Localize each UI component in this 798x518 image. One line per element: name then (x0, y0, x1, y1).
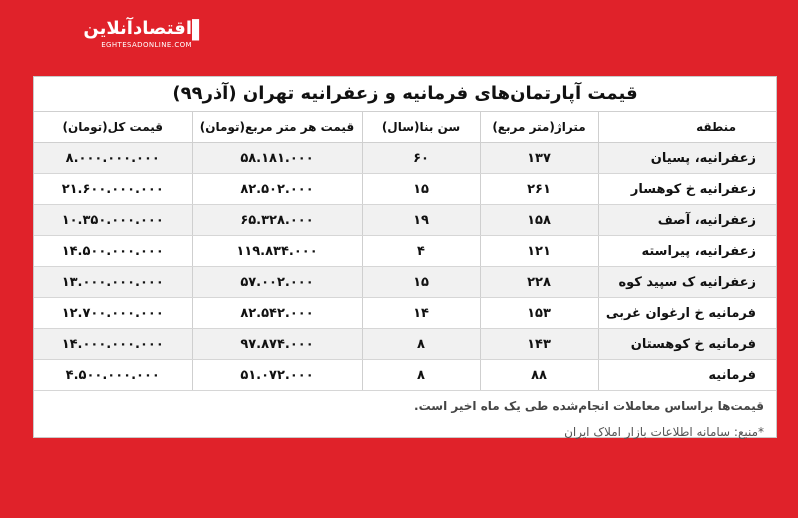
cell-area: ۱۲۱ (480, 236, 598, 267)
cell-age: ۸ (362, 329, 480, 360)
cell-region: زعفرانیه، پیراسته (598, 236, 776, 267)
header-area: متراژ(متر مربع) (480, 112, 598, 143)
cell-region: زعفرانیه ک سپید کوه (598, 267, 776, 298)
table-note: قیمت‌ها براساس معاملات انجام‌شده طی یک ماه اخیر است. (414, 399, 764, 413)
cell-total-price: ۱۰.۳۵۰.۰۰۰.۰۰۰ (34, 205, 192, 236)
table-row (34, 298, 776, 329)
table-row (34, 205, 776, 236)
cell-total-price: ۸.۰۰۰.۰۰۰.۰۰۰ (34, 143, 192, 174)
table-row (34, 267, 776, 298)
cell-region: فرمانیه خ کوهستان (598, 329, 776, 360)
cell-age: ۱۴ (362, 298, 480, 329)
table-title: قیمت آپارتمان‌های فرمانیه و زعفرانیه تهران (آذر۹۹) (34, 77, 776, 112)
header-total-price: قیمت کل(تومان) (34, 112, 192, 143)
table-row (34, 143, 776, 174)
cell-area: ۲۶۱ (480, 174, 598, 205)
cell-region: زعفرانیه، پسیان (598, 143, 776, 174)
cell-age: ۸ (362, 360, 480, 391)
cell-age: ۴ (362, 236, 480, 267)
cell-area: ۱۳۷ (480, 143, 598, 174)
cell-age: ۱۵ (362, 174, 480, 205)
logo (72, 18, 206, 58)
cell-region: فرمانیه خ ارغوان غربی (598, 298, 776, 329)
cell-area: ۲۲۸ (480, 267, 598, 298)
cell-price-per-sqm: ۵۷.۰۰۲.۰۰۰ (192, 267, 362, 298)
cell-price-per-sqm: ۸۲.۵۰۲.۰۰۰ (192, 174, 362, 205)
cell-total-price: ۱۴.۰۰۰.۰۰۰.۰۰۰ (34, 329, 192, 360)
cell-area: ۱۵۳ (480, 298, 598, 329)
cell-total-price: ۱۲.۷۰۰.۰۰۰.۰۰۰ (34, 298, 192, 329)
cell-region: فرمانیه (598, 360, 776, 391)
header-age: سن بنا(سال) (362, 112, 480, 143)
header-price-per-sqm: قیمت هر متر مربع(تومان) (192, 112, 362, 143)
cell-price-per-sqm: ۸۲.۵۴۲.۰۰۰ (192, 298, 362, 329)
logo-mark-icon: ▌ (192, 20, 206, 41)
cell-age: ۱۵ (362, 267, 480, 298)
cell-area: ۸۸ (480, 360, 598, 391)
table-header-row (34, 112, 776, 143)
cell-area: ۱۵۸ (480, 205, 598, 236)
header-region: منطقه (598, 112, 776, 143)
logo-name: اقتصادآنلاین (83, 18, 192, 39)
cell-region: زعفرانیه، آصف (598, 205, 776, 236)
table-row (34, 236, 776, 267)
cell-age: ۶۰ (362, 143, 480, 174)
table-row (34, 329, 776, 360)
table-body (34, 143, 776, 391)
cell-region: زعفرانیه خ کوهسار (598, 174, 776, 205)
table-source: *منبع: سامانه اطلاعات بازار املاک ایران (564, 425, 764, 439)
logo-latin: EGHTESADONLINE.COM (101, 41, 192, 49)
cell-price-per-sqm: ۵۱.۰۷۲.۰۰۰ (192, 360, 362, 391)
price-table-card (33, 76, 777, 438)
cell-total-price: ۱۴.۵۰۰.۰۰۰.۰۰۰ (34, 236, 192, 267)
cell-area: ۱۴۳ (480, 329, 598, 360)
cell-price-per-sqm: ۹۷.۸۷۴.۰۰۰ (192, 329, 362, 360)
cell-age: ۱۹ (362, 205, 480, 236)
cell-total-price: ۴.۵۰۰.۰۰۰.۰۰۰ (34, 360, 192, 391)
cell-price-per-sqm: ۵۸.۱۸۱.۰۰۰ (192, 143, 362, 174)
cell-total-price: ۲۱.۶۰۰.۰۰۰.۰۰۰ (34, 174, 192, 205)
cell-price-per-sqm: ۶۵.۳۲۸.۰۰۰ (192, 205, 362, 236)
table-row (34, 174, 776, 205)
cell-price-per-sqm: ۱۱۹.۸۳۴.۰۰۰ (192, 236, 362, 267)
table-row (34, 360, 776, 391)
price-table (34, 112, 776, 391)
cell-total-price: ۱۳.۰۰۰.۰۰۰.۰۰۰ (34, 267, 192, 298)
